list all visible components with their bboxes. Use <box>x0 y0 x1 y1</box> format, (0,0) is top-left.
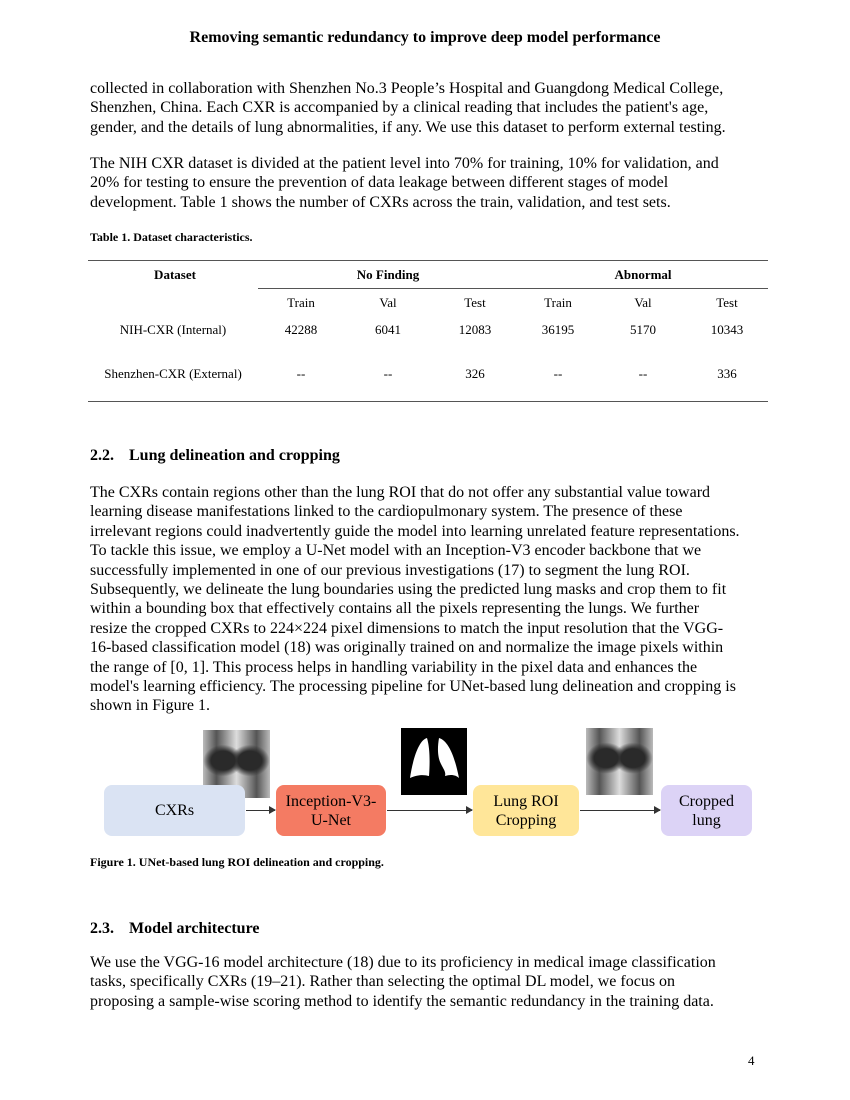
text-line: learning disease manifestations linked to the cardiopulmonary system. The presence of these <box>90 503 683 521</box>
text-line: within a bounding box that effectively contains all the pixels representing the lungs. We further <box>90 600 700 618</box>
table-bottom-rule <box>88 401 768 402</box>
table-cell: -- <box>296 366 306 381</box>
section-title: Lung delineation and cropping <box>129 447 340 464</box>
text-line: irrelevant regions could inadvertently guide the model into learning unrelated feature representations. <box>90 522 740 540</box>
section-number: 2.3. <box>90 920 114 937</box>
text-line: successfully implemented in one of our previous investigations (17) to segment the lung ROI. <box>90 561 690 579</box>
box-label: Inception-V3- U-Net <box>285 792 377 829</box>
row-label: NIH-CXR (Internal) <box>119 322 227 337</box>
table-cell: 6041 <box>375 322 401 337</box>
table-cell: 10343 <box>710 322 744 337</box>
header-dataset: Dataset <box>154 267 196 282</box>
text-line: The CXRs contain regions other than the lung ROI that do not offer any substantial value toward <box>90 484 711 501</box>
paragraph-data-split <box>90 154 770 212</box>
text-line: tasks, specifically CXRs (19–21). Rather than selecting the optimal DL model, we focus on <box>90 973 676 991</box>
text-line: development. Table 1 shows the number of CXRs across the train, validation, and test sets. <box>90 193 671 211</box>
text-line: The NIH CXR dataset is divided at the patient level into 70% for training, 10% for validation, and <box>90 155 719 172</box>
subheader: Train <box>287 295 315 310</box>
section-heading-2-3 <box>90 920 259 938</box>
text-line: gender, and the details of lung abnormalities, if any. We use this dataset to perform external testing. <box>90 118 726 136</box>
cropped-xray-image <box>586 728 653 795</box>
table-cell: 36195 <box>541 322 575 337</box>
text-line: resize the cropped CXRs to 224×224 pixel dimensions to match the input resolution that the VGG- <box>90 619 724 637</box>
subheader: Train <box>544 295 572 310</box>
row-label: Shenzhen-CXR (External) <box>104 366 242 381</box>
header-abnormal: Abnormal <box>614 267 672 282</box>
text-line: 16-based classification model (18) was originally trained on and normalize the image pixels within <box>90 639 724 657</box>
text-line: To tackle this issue, we employ a U-Net model with an Inception-V3 encoder backbone that we <box>90 542 702 560</box>
table-cell: -- <box>383 366 393 381</box>
box-label: CXRs <box>154 802 195 819</box>
box-label: Lung ROI Cropping <box>493 792 559 829</box>
table-cell: -- <box>638 366 648 381</box>
text-line: 20% for testing to ensure the prevention of data leakage between different stages of model <box>90 174 669 192</box>
subheader: Val <box>634 295 652 310</box>
table-cell: 42288 <box>284 322 318 337</box>
header-no-finding: No Finding <box>356 267 420 282</box>
section-title: Model architecture <box>129 920 260 937</box>
text-line: model's learning efficiency. The processing pipeline for UNet-based lung delineation and cropping is <box>90 678 736 696</box>
table-cell: 326 <box>465 366 485 381</box>
table-cell: 5170 <box>630 322 656 337</box>
box-cropped-lung <box>661 785 752 836</box>
table-cell: 12083 <box>458 322 492 337</box>
box-label: Cropped lung <box>678 792 735 829</box>
lung-mask-image <box>401 728 467 795</box>
text-line: Shenzhen, China. Each CXR is accompanied by a clinical reading that includes the patient's age, <box>90 99 709 117</box>
section-number: 2.2. <box>90 447 114 464</box>
text-line: Subsequently, we delineate the lung boundaries using the predicted lung masks and crop them to fit <box>90 581 727 599</box>
running-head: Removing semantic redundancy to improve deep model performance <box>189 29 661 46</box>
text-line: the range of [0, 1]. This process helps in handling variability in the pixel data and enhances the <box>90 658 698 676</box>
page-number: 4 <box>748 1053 755 1068</box>
table-top-rule <box>88 260 768 261</box>
subheader: Val <box>379 295 397 310</box>
subheader: Test <box>716 295 738 310</box>
text-line: shown in Figure 1. <box>90 697 210 715</box>
box-lung-roi-cropping <box>473 785 579 836</box>
box-inception-unet <box>276 785 386 836</box>
text-line: proposing a sample-wise scoring method to identify the semantic redundancy in the training data. <box>90 992 714 1010</box>
table-caption: Table 1. Dataset characteristics. <box>90 230 253 244</box>
table-cell: 336 <box>717 366 737 381</box>
arrow-icon <box>580 810 660 811</box>
arrow-icon <box>387 810 472 811</box>
box-cxrs <box>104 785 245 836</box>
section-heading-2-2 <box>90 447 340 465</box>
table-cell: -- <box>553 366 563 381</box>
paragraph-dataset-description <box>90 79 770 137</box>
text-line: We use the VGG-16 model architecture (18) due to its proficiency in medical image classification <box>90 954 716 971</box>
paragraph-model-architecture <box>90 953 770 1011</box>
table-sub-rule <box>258 288 768 289</box>
text-line: collected in collaboration with Shenzhen No.3 People’s Hospital and Guangdong Medical College, <box>90 80 724 97</box>
paragraph-lung-delineation <box>90 483 770 716</box>
figure-caption: Figure 1. UNet-based lung ROI delineation and cropping. <box>90 855 384 869</box>
arrow-icon <box>246 810 275 811</box>
subheader: Test <box>464 295 486 310</box>
